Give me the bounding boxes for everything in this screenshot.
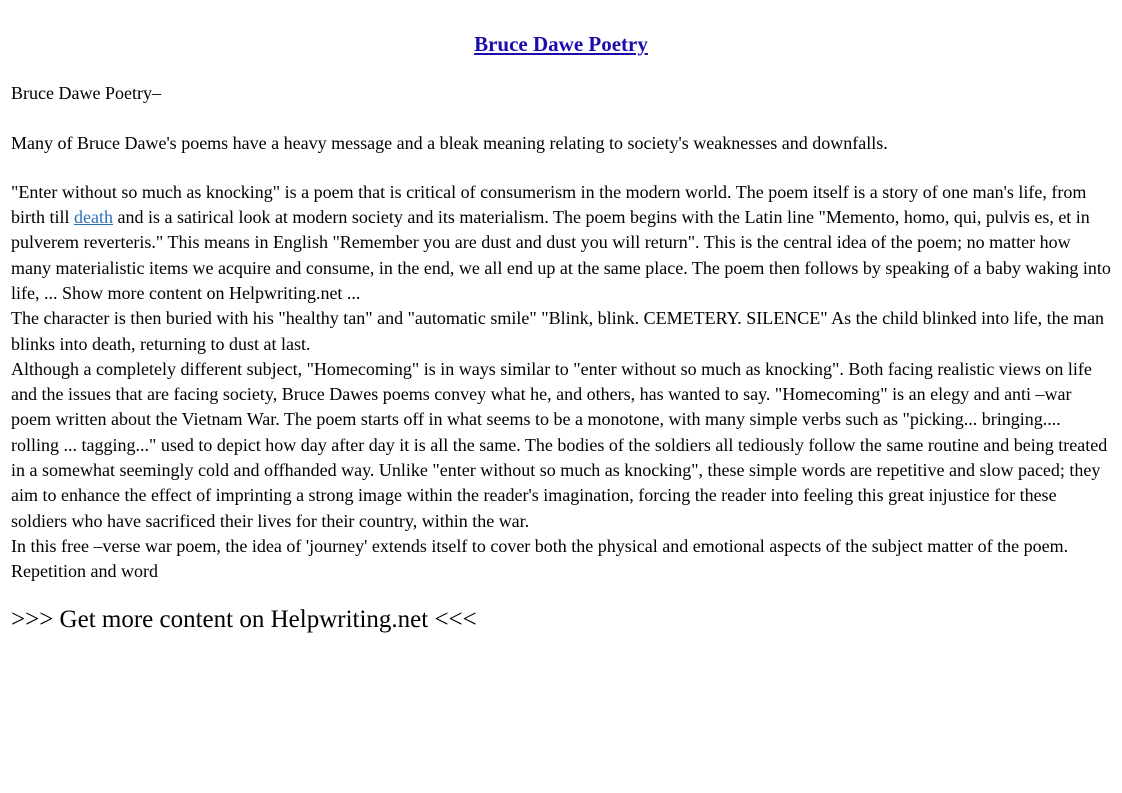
subtitle: Bruce Dawe Poetry– xyxy=(11,83,161,103)
paragraph-free-verse: In this free –verse war poem, the idea of 'journey' extends itself to cover both the physical and emotional aspects of the subject matter of the poem. Repetition and word xyxy=(11,535,1069,582)
paragraph-homecoming: Although a completely different subject, "Homecoming" is in ways similar to "enter without so much as knocking". Both facing realistic views on life and the issues that are facing society, Bruce Dawes poems convey what he, and others, has wanted to say. "Homecoming" is an elegy and anti –war poem written about the Vietnam War. The poem starts off in what seems to be a monotone, with many simple verbs such as "picking... bringing.... rolling ... tagging..." used to depict how day after day it is all the same. The bodies of the soldiers all tediously follow the same routine and being treated in a somewhat seemingly cold and offhanded way. Unlike "enter without so much as knocking", these simple words are repetitive and slow paced; they aim to enhance the effect of imprinting a strong image within the reader's imagination, forcing the reader into feeling this great injustice for these soldiers who have sacrificed their lives for their country, within the war. xyxy=(11,358,1108,531)
paragraph-enter-without-knocking xyxy=(11,180,1111,306)
death-link[interactable]: death xyxy=(74,207,113,228)
get-more-content-text: >>> Get more content on Helpwriting.net <<< xyxy=(11,605,477,633)
title-link[interactable]: Bruce Dawe Poetry xyxy=(474,32,648,56)
title-container xyxy=(11,0,1111,58)
paragraph-text-before-link: "Enter without so much as knocking" is a poem that is critical of consumerism in the modern world. The poem itself is a story of one man's life, from birth till xyxy=(11,181,1087,228)
intro-paragraph: Many of Bruce Dawe's poems have a heavy message and a bleak meaning relating to society's weaknesses and downfalls. xyxy=(11,132,888,153)
paragraph-text-after-link: and is a satirical look at modern society and its materialism. The poem begins with the Latin line "Memento, homo, qui, pulvis es, et in pulverem reverteris." This means in English "Remember you are dust and dust you will return". This is the central idea of the poem; no matter how many materialistic items we acquire and consume, in the end, we all end up at the same place. The poem then follows by speaking of a baby waking into life, ... Show more content on Helpwriting.net ... xyxy=(11,207,1111,303)
paragraph-character-buried: The character is then buried with his "healthy tan" and "automatic smile" "Blink, blink. CEMETERY. SILENCE" As the child blinked into life, the man blinks into death, returning to dust at last. xyxy=(11,308,1105,354)
